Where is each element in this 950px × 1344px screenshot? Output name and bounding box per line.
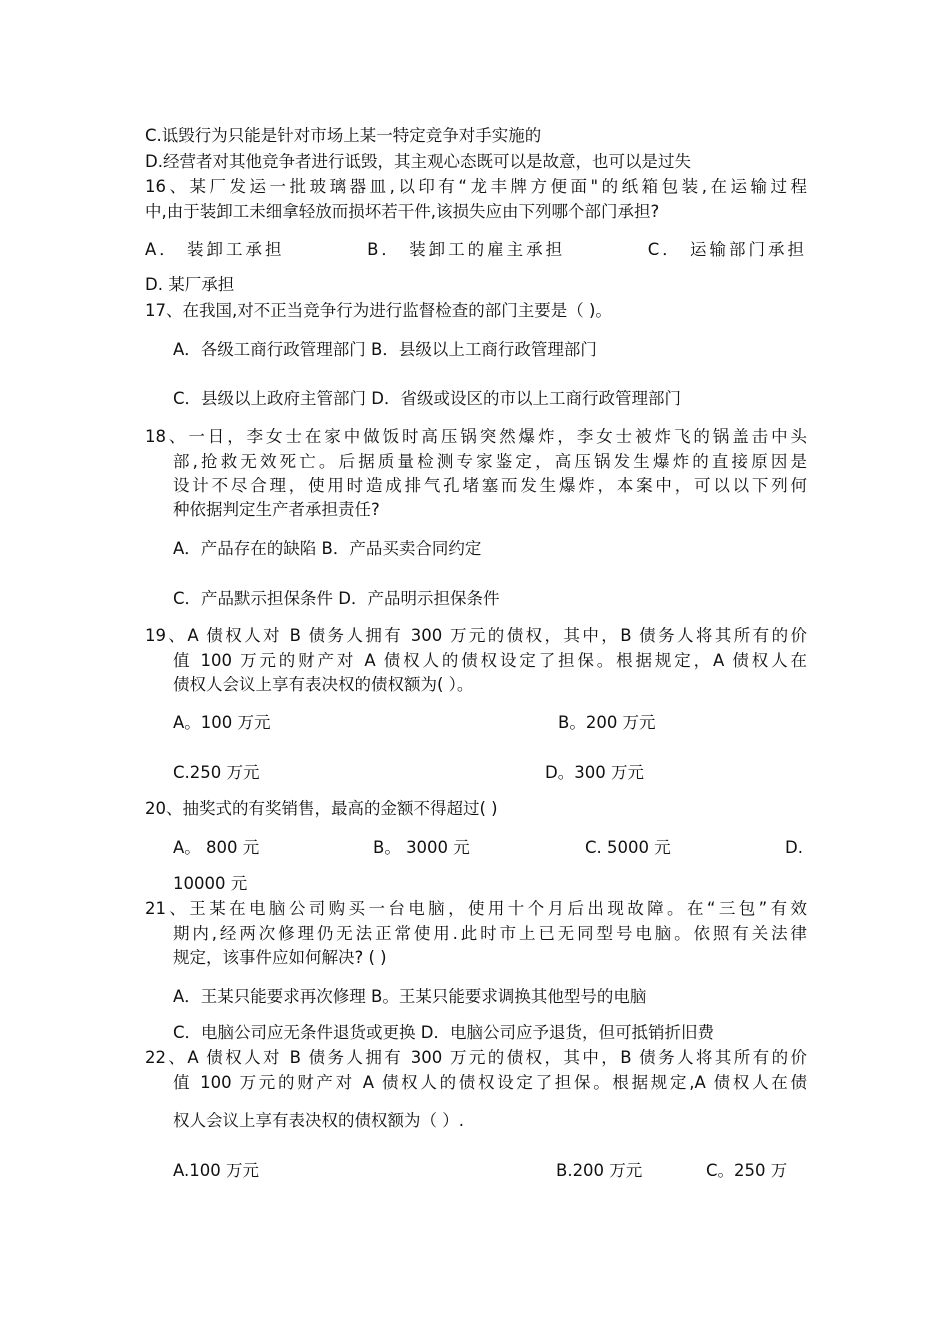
question-18-line-2: 部,抢救无效死亡。后据质量检测专家鉴定，高压锅发生爆炸的直接原因是 [173,452,807,471]
question-17-options-cd: C．县级以上政府主管部门 D．省级或设区的市以上工商行政管理部门 [173,389,681,408]
question-20-option-a: A。 800 元 [173,838,260,857]
question-22-line-1: 22、A 债权人对 B 债务人拥有 300 万元的债权，其中，B 债务人将其所有的价 [145,1048,807,1067]
question-19-option-a: A。100 万元 [173,713,271,732]
question-20-option-d-continued: 10000 元 [173,874,248,893]
question-18-options-cd: C．产品默示担保条件 D．产品明示担保条件 [173,589,500,608]
question-16-option-c: C． 运输部门承担 [647,240,807,259]
option-d-previous: D.经营者对其他竞争者进行诋毁，其主观心态既可以是故意，也可以是过失 [145,152,691,171]
question-20-option-c: C. 5000 元 [585,838,671,857]
question-19-option-b: B。200 万元 [558,713,656,732]
question-18-line-3: 设计不尽合理，使用时造成排气孔堵塞而发生爆炸，本案中，可以以下列何 [173,476,807,495]
question-16-option-d: D. 某厂承担 [145,275,235,294]
question-20-option-b: B。 3000 元 [373,838,470,857]
question-20: 20、抽奖式的有奖销售，最高的金额不得超过( ) [145,799,498,818]
question-21-line-3: 规定，该事件应如何解决? ( ) [173,948,387,967]
question-19-line-1: 19、A 债权人对 B 债务人拥有 300 万元的债权，其中，B 债务人将其所有的价 [145,626,807,645]
question-19-line-3: 债权人会议上享有表决权的债权额为( ）。 [173,675,474,694]
question-17: 17、在我国,对不正当竞争行为进行监督检查的部门主要是（ )。 [145,301,612,320]
question-22-option-c: C。250 万 [706,1161,788,1180]
question-16-option-a: A． 装卸工承担 [145,240,285,259]
question-18-line-4: 种依据判定生产者承担责任? [173,500,380,519]
question-21-line-2: 期内,经两次修理仍无法正常使用.此时市上已无同型号电脑。依照有关法律 [173,924,807,943]
question-18-line-1: 18、一日，李女士在家中做饭时高压锅突然爆炸，李女士被炸飞的锅盖击中头 [145,427,807,446]
question-17-options-ab: A．各级工商行政管理部门 B．县级以上工商行政管理部门 [173,340,597,359]
question-16-options-row [145,238,807,262]
question-22-line-2: 值 100 万元的财产对 A 债权人的债权设定了担保。根据规定,A 债权人在债 [173,1073,807,1092]
question-21-options-ab: A．王某只能要求再次修理 B。王某只能要求调换其他型号的电脑 [173,987,647,1006]
question-16-line-2: 中,由于装卸工未细拿轻放而损坏若干件,该损失应由下列哪个部门承担? [145,202,660,221]
question-20-option-d: D. [785,838,803,857]
question-19-option-c: C.250 万元 [173,763,260,782]
question-21-line-1: 21、王某在电脑公司购买一台电脑，使用十个月后出现故障。在“三包”有效 [145,899,807,918]
option-c-previous: C.诋毁行为只能是针对市场上某一特定竞争对手实施的 [145,126,542,145]
question-21-options-cd: C．电脑公司应无条件退货或更换 D．电脑公司应予退货，但可抵销折旧费 [173,1023,714,1042]
question-22-line-3: 权人会议上享有表决权的债权额为（ ）. [173,1111,464,1130]
question-16-option-b: B． 装卸工的雇主承担 [367,240,566,259]
question-22-option-a: A.100 万元 [173,1161,259,1180]
question-16-line-1: 16、某厂发运一批玻璃器皿,以印有“龙丰牌方便面"的纸箱包装,在运输过程 [145,177,807,196]
question-18-options-ab: A．产品存在的缺陷 B．产品买卖合同约定 [173,539,482,558]
question-22-option-b: B.200 万元 [556,1161,643,1180]
question-19-option-d: D。300 万元 [545,763,644,782]
question-19-line-2: 值 100 万元的财产对 A 债权人的债权设定了担保。根据规定，A 债权人在 [173,651,807,670]
